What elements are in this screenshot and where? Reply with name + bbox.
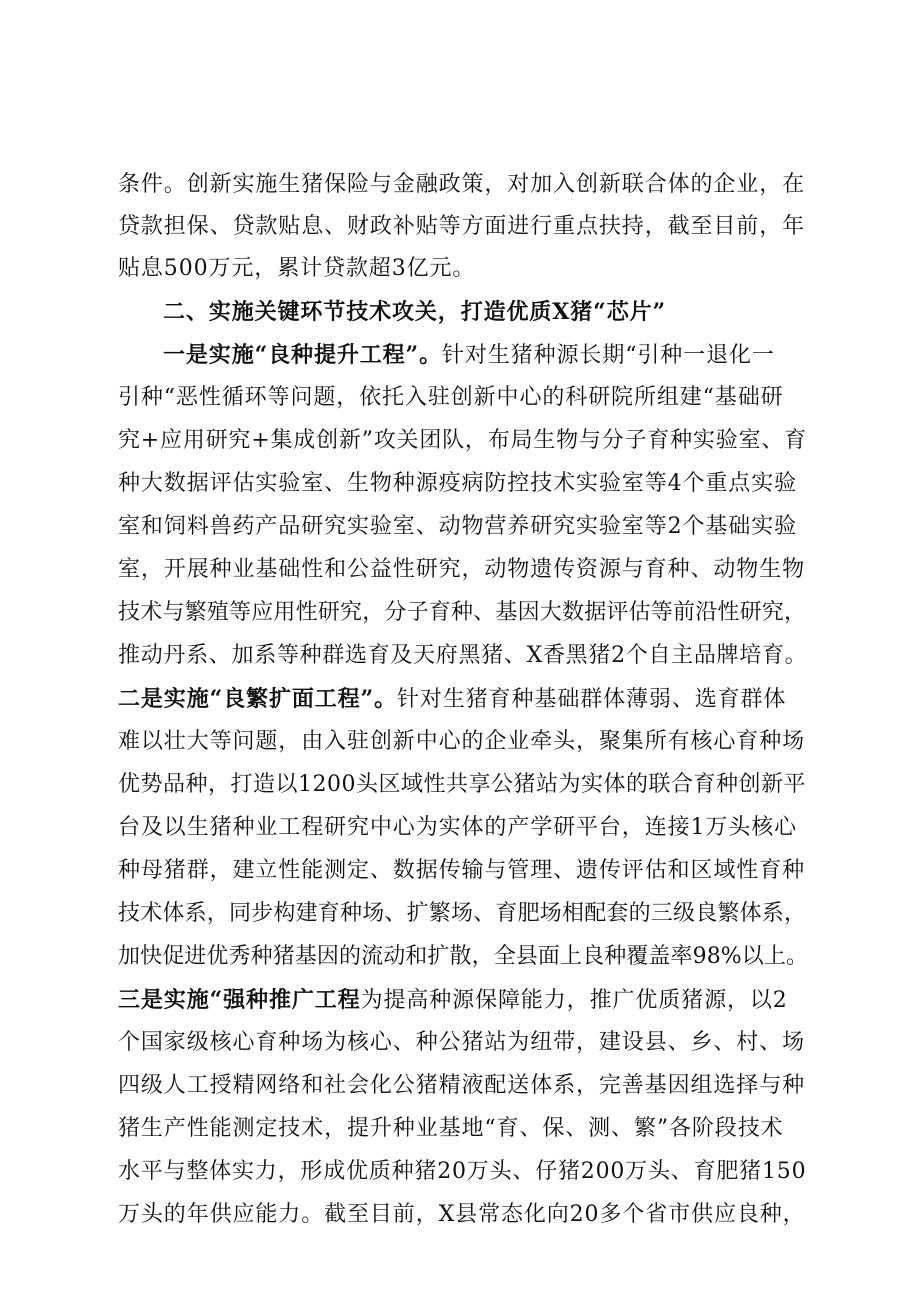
subheading-lead: 一是实施“良种提升工程”。 [163, 342, 443, 368]
paragraph-line: 个国家级核心育种场为核心、种公猪站为纽带，建设县、乡、村、场 [118, 1030, 806, 1055]
paragraph-line [163, 341, 775, 370]
paragraph-line: 种大数据评估实验室、生物种源疫病防控技术实验室等4个重点实验 [118, 471, 797, 496]
paragraph-line: 室和饲料兽药产品研究实验室、动物营养研究实验室等2个基础实验 [118, 514, 797, 539]
paragraph-line: 水平与整体实力，形成优质种猪20万头、仔猪200万头、育肥猪150 [118, 1159, 807, 1184]
paragraph-line: 难以壮大等问题，由入驻创新中心的企业牵头，聚集所有核心育种场 [118, 729, 806, 754]
paragraph-line: 猪生产性能测定技术，提升种业基地“育、保、测、繁”各阶段技术 [118, 1116, 784, 1141]
paragraph-text: 为提高种源保障能力，推广优质猪源，以2 [360, 988, 788, 1013]
paragraph-line: 万头的年供应能力。截至目前，X县常态化向20多个省市供应良种， [118, 1202, 806, 1227]
subheading-lead: 二是实施“良繁扩面工程”。 [118, 686, 398, 712]
paragraph-text: 针对生猪育种基础群体薄弱、选育群体 [397, 687, 787, 712]
paragraph-line: 台及以生猪种业工程研究中心为实体的产学研平台，连接1万头核心 [118, 815, 797, 840]
paragraph-line: 室，开展种业基础性和公益性研究，动物遗传资源与育种、动物生物 [118, 557, 806, 582]
paragraph-line: 四级人工授精网络和社会化公猪精液配送体系，完善基因组选择与种 [118, 1073, 806, 1098]
paragraph-line: 究+应用研究+集成创新”攻关团队，布局生物与分子育种实验室、育 [118, 428, 807, 453]
paragraph-line: 贷款担保、贷款贴息、财政补贴等方面进行重点扶持，截至目前，年 [118, 214, 806, 239]
paragraph-line [118, 986, 788, 1015]
paragraph-line [118, 685, 786, 714]
paragraph-line: 推动丹系、加系等种群选育及天府黑猪、X香黑猪2个自主品牌培育。 [118, 643, 808, 668]
paragraph-line: 技术与繁殖等应用性研究，分子育种、基因大数据评估等前沿性研究， [118, 600, 807, 625]
paragraph-line: 贴息500万元，累计贷款超3亿元。 [118, 256, 476, 281]
paragraph-line: 技术体系，同步构建育种场、扩繁场、育肥场相配套的三级良繁体系， [118, 901, 807, 926]
paragraph-line: 加快促进优秀种猪基因的流动和扩散，全县面上良种覆盖率98%以上。 [118, 944, 809, 969]
paragraph-line: 种母猪群，建立性能测定、数据传输与管理、遗传评估和区域性育种 [118, 858, 806, 883]
paragraph-line: 引种“恶性循环等问题，依托入驻创新中心的科研院所组建“基础研 [118, 385, 784, 410]
paragraph-text: 针对生猪种源长期“引种一退化一 [442, 343, 775, 368]
paragraph-line: 优势品种，打造以1200头区域性共享公猪站为实体的联合育种创新平 [118, 772, 806, 797]
paragraph-line: 条件。创新实施生猪保险与金融政策，对加入创新联合体的企业，在 [118, 172, 806, 197]
section-heading: 二、实施关键环节技术攻关，打造优质X猪“芯片” [163, 299, 667, 325]
subheading-lead: 三是实施“强种推广工程 [118, 987, 361, 1013]
